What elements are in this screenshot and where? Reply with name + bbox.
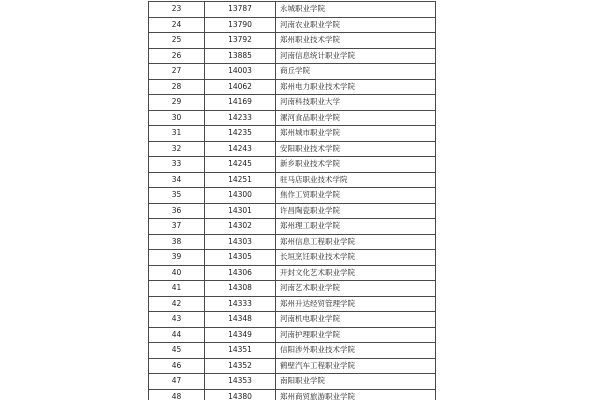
school-name-cell: 郑州理工职业学院 [276, 219, 436, 235]
school-name-cell: 漯河食品职业学院 [276, 110, 436, 126]
school-code-cell: 13792 [205, 33, 276, 49]
school-name-cell: 鹤壁汽车工程职业学院 [276, 358, 436, 374]
row-number-cell: 38 [149, 234, 205, 250]
row-number-cell: 46 [149, 358, 205, 374]
school-code-cell: 14003 [205, 64, 276, 80]
row-number-cell: 30 [149, 110, 205, 126]
table-row [149, 172, 436, 188]
row-number-cell: 28 [149, 79, 205, 95]
table-row [149, 188, 436, 204]
school-code-cell: 14348 [205, 312, 276, 328]
school-name-cell: 开封文化艺术职业学院 [276, 265, 436, 281]
school-name-cell: 南阳职业学院 [276, 374, 436, 390]
school-code-cell: 14333 [205, 296, 276, 312]
table-row [149, 250, 436, 266]
table-row [149, 281, 436, 297]
row-number-cell: 33 [149, 157, 205, 173]
school-name-cell: 焦作工贸职业学院 [276, 188, 436, 204]
school-name-cell: 河南农业职业学院 [276, 17, 436, 33]
school-code-cell: 14353 [205, 374, 276, 390]
school-code-cell: 14308 [205, 281, 276, 297]
row-number-cell: 41 [149, 281, 205, 297]
row-number-cell: 39 [149, 250, 205, 266]
row-number-cell: 27 [149, 64, 205, 80]
table-row [149, 312, 436, 328]
school-code-cell: 14169 [205, 95, 276, 111]
table-row [149, 157, 436, 173]
school-code-cell: 14306 [205, 265, 276, 281]
school-name-cell: 永城职业学院 [276, 2, 436, 18]
school-name-cell: 河南护理职业学院 [276, 327, 436, 343]
table-body [149, 2, 436, 400]
row-number-cell: 42 [149, 296, 205, 312]
row-number-cell: 48 [149, 389, 205, 400]
row-number-cell: 44 [149, 327, 205, 343]
table-row [149, 110, 436, 126]
row-number-cell: 45 [149, 343, 205, 359]
row-number-cell: 47 [149, 374, 205, 390]
school-name-cell: 河南科技职业大学 [276, 95, 436, 111]
school-name-cell: 郑州商贸旅游职业学院 [276, 389, 436, 400]
school-code-cell: 14303 [205, 234, 276, 250]
table-row [149, 327, 436, 343]
school-code-cell: 14305 [205, 250, 276, 266]
table-row [149, 296, 436, 312]
school-name-cell: 郑州电力职业技术学院 [276, 79, 436, 95]
row-number-cell: 29 [149, 95, 205, 111]
row-number-cell: 43 [149, 312, 205, 328]
school-name-cell: 信阳涉外职业技术学院 [276, 343, 436, 359]
school-code-cell: 14233 [205, 110, 276, 126]
row-number-cell: 31 [149, 126, 205, 142]
school-name-cell: 驻马店职业技术学院 [276, 172, 436, 188]
school-code-cell: 14235 [205, 126, 276, 142]
school-code-table [148, 1, 436, 400]
table-row [149, 358, 436, 374]
school-code-cell: 13787 [205, 2, 276, 18]
table-row [149, 141, 436, 157]
school-name-cell: 河南信息统计职业学院 [276, 48, 436, 64]
table-row [149, 374, 436, 390]
row-number-cell: 25 [149, 33, 205, 49]
school-code-cell: 14380 [205, 389, 276, 400]
school-name-cell: 商丘学院 [276, 64, 436, 80]
table-row [149, 203, 436, 219]
table-row [149, 265, 436, 281]
table-row [149, 2, 436, 18]
row-number-cell: 40 [149, 265, 205, 281]
school-code-cell: 14351 [205, 343, 276, 359]
school-name-cell: 河南机电职业学院 [276, 312, 436, 328]
table-row [149, 64, 436, 80]
table-row [149, 48, 436, 64]
school-code-cell: 14349 [205, 327, 276, 343]
row-number-cell: 34 [149, 172, 205, 188]
row-number-cell: 32 [149, 141, 205, 157]
school-code-cell: 14301 [205, 203, 276, 219]
school-name-cell: 郑州城市职业学院 [276, 126, 436, 142]
school-name-cell: 新乡职业技术学院 [276, 157, 436, 173]
school-code-cell: 14245 [205, 157, 276, 173]
school-name-cell: 安阳职业技术学院 [276, 141, 436, 157]
school-name-cell: 河南艺术职业学院 [276, 281, 436, 297]
table-row [149, 219, 436, 235]
school-code-cell: 13790 [205, 17, 276, 33]
table-row [149, 95, 436, 111]
row-number-cell: 36 [149, 203, 205, 219]
school-code-cell: 14300 [205, 188, 276, 204]
school-code-cell: 14062 [205, 79, 276, 95]
school-name-cell: 郑州职业技术学院 [276, 33, 436, 49]
school-code-cell: 14243 [205, 141, 276, 157]
school-name-cell: 长垣烹饪职业技术学院 [276, 250, 436, 266]
table-row [149, 126, 436, 142]
school-code-cell: 14251 [205, 172, 276, 188]
school-code-cell: 13885 [205, 48, 276, 64]
table-row [149, 17, 436, 33]
table-row [149, 389, 436, 400]
table-row [149, 234, 436, 250]
school-code-cell: 14302 [205, 219, 276, 235]
school-name-cell: 郑州升达经贸管理学院 [276, 296, 436, 312]
row-number-cell: 26 [149, 48, 205, 64]
row-number-cell: 24 [149, 17, 205, 33]
row-number-cell: 23 [149, 2, 205, 18]
row-number-cell: 37 [149, 219, 205, 235]
school-name-cell: 许昌陶瓷职业学院 [276, 203, 436, 219]
table-row [149, 79, 436, 95]
table-row [149, 33, 436, 49]
school-code-cell: 14352 [205, 358, 276, 374]
row-number-cell: 35 [149, 188, 205, 204]
table-row [149, 343, 436, 359]
school-name-cell: 郑州信息工程职业学院 [276, 234, 436, 250]
